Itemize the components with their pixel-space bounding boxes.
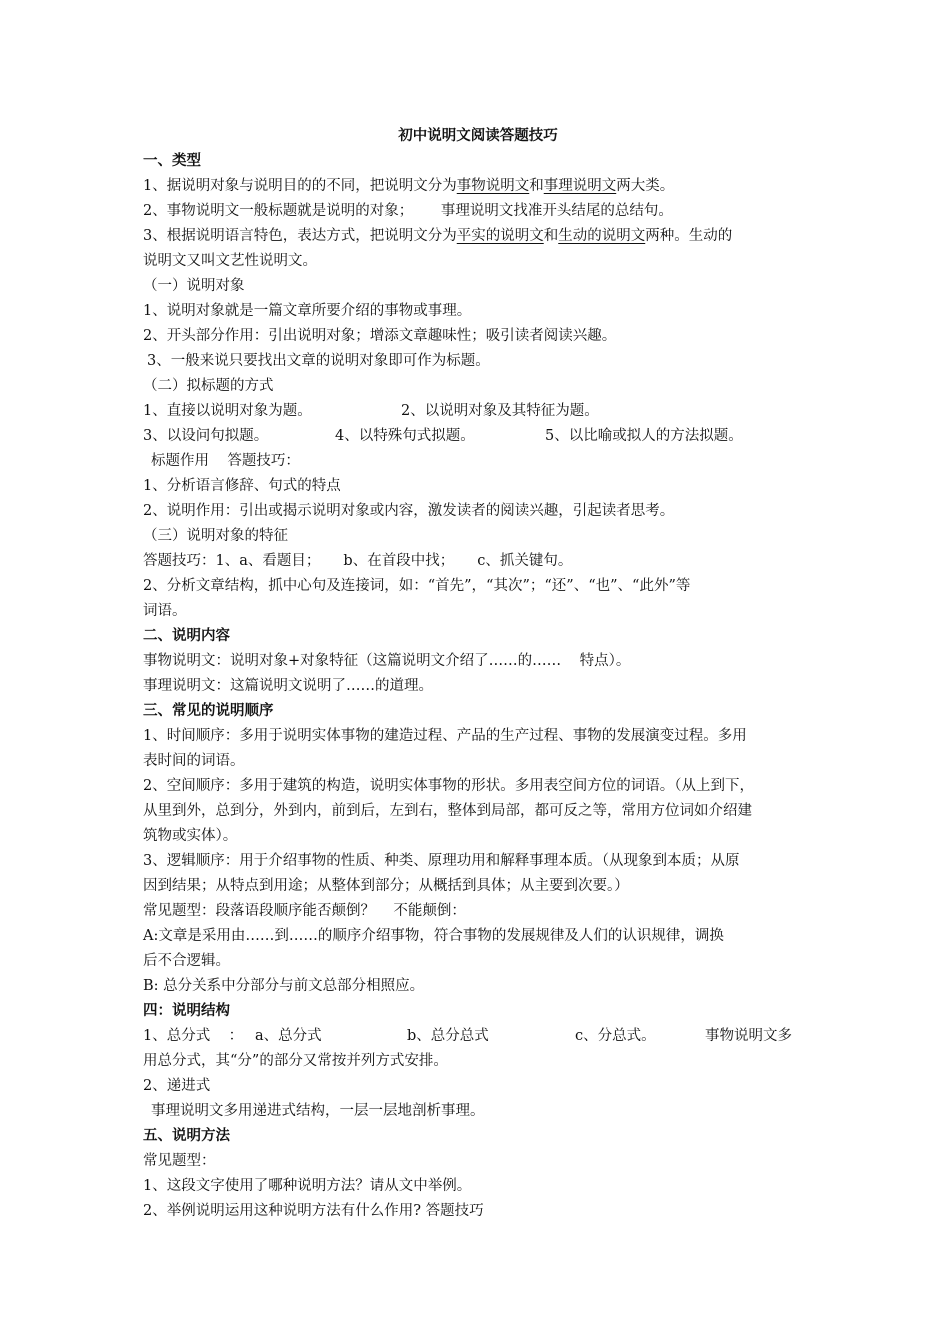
section-heading: 四：说明结构 <box>143 1003 230 1019</box>
paragraph-line: 1、总分式 ： a、总分式 b、总分总式 c、分总式。 事物说明文多 <box>143 1028 792 1044</box>
paragraph-line: 1、据说明对象与说明目的的不同，把说明文分为事物说明文和事理说明文两大类。 <box>143 178 675 194</box>
paragraph-line: 2、开头部分作用：引出说明对象；增添文章趣味性；吸引读者阅读兴趣。 <box>143 328 617 344</box>
paragraph-line: 2、说明作用：引出或揭示说明对象或内容，激发读者的阅读兴趣，引起读者思考。 <box>143 503 675 519</box>
paragraph-line: 因到结果；从特点到用途；从整体到部分；从概括到具体；从主要到次要。） <box>143 878 629 894</box>
paragraph-line: 3、根据说明语言特色，表达方式，把说明文分为平实的说明文和生动的说明文两种。生动的 <box>143 228 733 244</box>
paragraph-line: 1、这段文字使用了哪种说明方法？请从文中举例。 <box>143 1178 472 1194</box>
paragraph-line: 3、一般来说只要找出文章的说明对象即可作为标题。 <box>147 353 490 369</box>
section-heading: 五、说明方法 <box>143 1128 230 1144</box>
paragraph-line: 2、事物说明文一般标题就是说明的对象； 事理说明文找准开头结尾的总结句。 <box>143 203 673 219</box>
underlined-term: 事理说明文 <box>543 178 617 194</box>
section-heading: 二、说明内容 <box>143 628 230 644</box>
paragraph-line: 说明文又叫文艺性说明文。 <box>143 253 317 269</box>
document-page <box>143 124 813 1224</box>
paragraph-line: 1、直接以说明对象为题。 2、以说明对象及其特征为题。 <box>143 403 599 419</box>
paragraph-line: 词语。 <box>143 603 187 619</box>
paragraph-line: 从里到外，总到分，外到内，前到后，左到右，整体到局部，都可反之等，常用方位词如介绍建 <box>143 803 752 819</box>
subsection-heading: （一）说明对象 <box>143 278 245 294</box>
paragraph-line: A:文章是采用由……到……的顺序介绍事物，符合事物的发展规律及人们的认识规律，调换 <box>143 928 724 944</box>
paragraph-line: 答题技巧：1、a、看题目； b、在首段中找； c、抓关键句。 <box>143 553 573 569</box>
underlined-term: 生动的说明文 <box>558 228 646 244</box>
paragraph-line: 表时间的词语。 <box>143 753 245 769</box>
paragraph-line: 1、时间顺序：多用于说明实体事物的建造过程、产品的生产过程、事物的发展演变过程。多用 <box>143 728 747 744</box>
paragraph-line: 1、说明对象就是一篇文章所要介绍的事物或事理。 <box>143 303 472 319</box>
page-title: 初中说明文阅读答题技巧 <box>398 128 558 144</box>
paragraph-line: 后不合逻辑。 <box>143 953 230 969</box>
paragraph-line: 2、举例说明运用这种说明方法有什么作用? 答题技巧 <box>143 1203 484 1219</box>
paragraph-line: 常见题型：段落语段顺序能否颠倒？ 不能颠倒： <box>143 903 466 919</box>
underlined-term: 事物说明文 <box>456 178 530 194</box>
section-heading: 一、类型 <box>143 153 201 169</box>
underlined-term: 平实的说明文 <box>456 228 544 244</box>
paragraph-line: 1、分析语言修辞、句式的特点 <box>143 478 341 494</box>
subsection-heading: （三）说明对象的特征 <box>143 528 288 544</box>
paragraph-line: 3、以设问句拟题。 4、以特殊句式拟题。 5、以比喻或拟人的方法拟题。 <box>143 428 743 444</box>
subsection-heading: （二）拟标题的方式 <box>143 378 274 394</box>
paragraph-line: 筑物或实体）。 <box>143 828 238 844</box>
paragraph-line: 事理说明文多用递进式结构，一层一层地剖析事理。 <box>151 1103 485 1119</box>
paragraph-line: B: 总分关系中分部分与前文总部分相照应。 <box>143 978 425 994</box>
paragraph-line: 事物说明文：说明对象+对象特征（这篇说明文介绍了……的…… 特点）。 <box>143 653 631 669</box>
paragraph-line: 常见题型： <box>143 1153 216 1169</box>
paragraph-line: 2、递进式 <box>143 1078 211 1094</box>
section-heading: 三、常见的说明顺序 <box>143 703 274 719</box>
paragraph-line: 事理说明文：这篇说明文说明了……的道理。 <box>143 678 433 694</box>
paragraph-line: 用总分式，其“分”的部分又常按并列方式安排。 <box>143 1053 448 1069</box>
paragraph-line: 标题作用 答题技巧： <box>151 453 300 469</box>
paragraph-line: 2、空间顺序：多用于建筑的构造，说明实体事物的形状。多用表空间方位的词语。（从上到下， <box>143 778 754 794</box>
paragraph-line: 2、分析文章结构，抓中心句及连接词，如：“首先”，“其次”；“还”、“也”、“此外”等 <box>143 578 691 594</box>
paragraph-line: 3、逻辑顺序：用于介绍事物的性质、种类、原理功用和解释事理本质。（从现象到本质；从原 <box>143 853 740 869</box>
